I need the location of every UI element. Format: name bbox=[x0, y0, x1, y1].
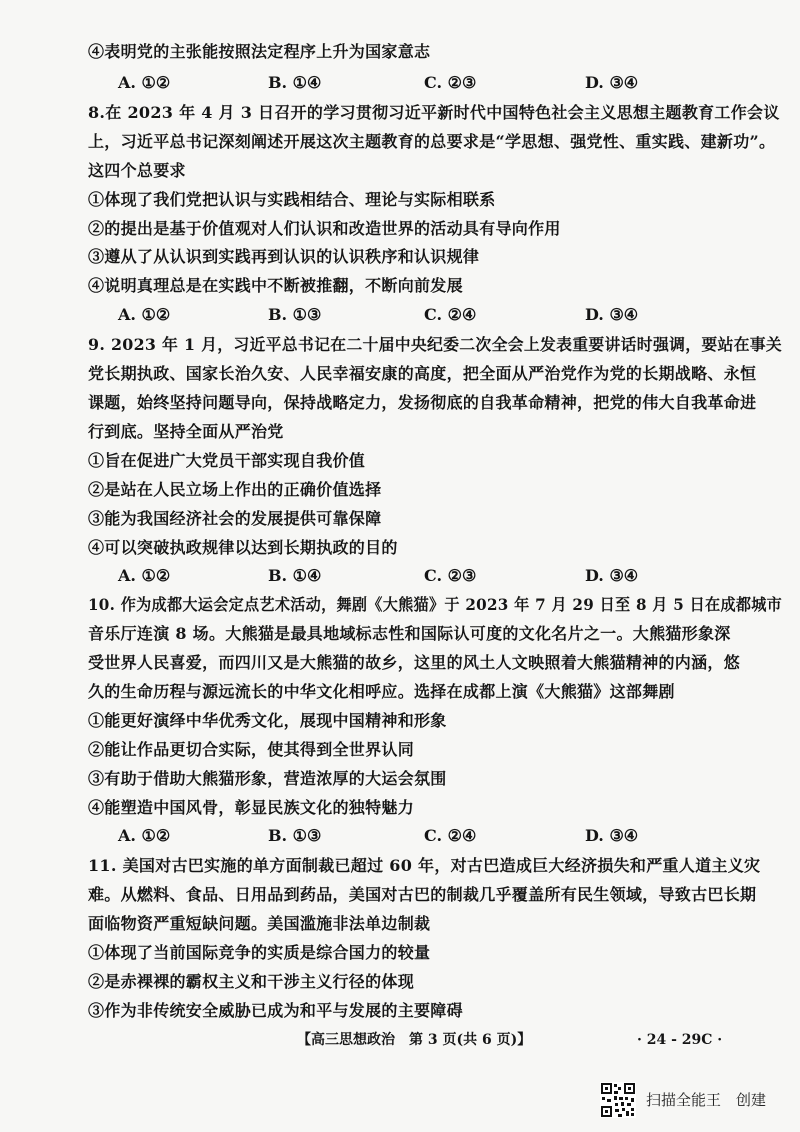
q11-statement-3: ③作为非传统安全威胁已成为和平与发展的主要障碍 bbox=[88, 1001, 463, 1020]
q11-statement-1: ①体现了当前国际竞争的实质是综合国力的较量 bbox=[88, 943, 431, 962]
q10-stem-line-4: 久的生命历程与源远流长的中华文化相呼应。选择在成都上演《大熊猫》这部舞剧 bbox=[88, 682, 675, 701]
option-a: A. ①② bbox=[118, 73, 171, 92]
option-d: D. ③④ bbox=[585, 73, 639, 92]
q9-stem-line-1: 9. 2023 年 1 月，习近平总书记在二十届中央纪委二次全会上发表重要讲话时强调，要站在事关 bbox=[88, 335, 783, 354]
q11-stem-line-1: 11. 美国对古巴实施的单方面制裁已超过 60 年，对古巴造成巨大经济损失和严重人道主义灾 bbox=[88, 856, 761, 875]
option-b: B. ①④ bbox=[268, 566, 322, 585]
option-c: C. ②④ bbox=[424, 826, 477, 845]
option-a: A. ①② bbox=[118, 826, 171, 845]
option-d: D. ③④ bbox=[585, 305, 639, 324]
option-d: D. ③④ bbox=[585, 566, 639, 585]
q8-stem-line-3: 这四个总要求 bbox=[88, 161, 186, 180]
option-a: A. ①② bbox=[118, 566, 171, 585]
q8-stem-line-1: 8.在 2023 年 4 月 3 日召开的学习贯彻习近平新时代中国特色社会主义思想主题教育工作会议 bbox=[88, 103, 780, 122]
qr-code-icon bbox=[600, 1082, 636, 1118]
page-footer-subject: 【高三思想政治 第 3 页(共 6 页)】 bbox=[297, 1032, 532, 1048]
q9-statement-3: ③能为我国经济社会的发展提供可靠保障 bbox=[88, 509, 382, 528]
q8-stem-line-2: 上，习近平总书记深刻阐述开展这次主题教育的总要求是“学思想、强党性、重实践、建新功”。 bbox=[88, 132, 776, 151]
q10-statement-1: ①能更好演绎中华优秀文化，展现中国精神和形象 bbox=[88, 711, 447, 730]
q10-statement-2: ②能让作品更切合实际，使其得到全世界认同 bbox=[88, 740, 415, 759]
q11-statement-2: ②是赤裸裸的霸权主义和干涉主义行径的体现 bbox=[88, 972, 415, 991]
q9-stem-line-4: 行到底。坚持全面从严治党 bbox=[88, 422, 284, 441]
q10-stem-line-2: 音乐厅连演 8 场。大熊猫是最具地域标志性和国际认可度的文化名片之一。大熊猫形象深 bbox=[88, 624, 731, 643]
q10-stem-line-1: 10. 作为成都大运会定点艺术活动，舞剧《大熊猫》于 2023 年 7 月 29 日至 8 月 5 日在成都城市 bbox=[88, 595, 783, 614]
q10-statement-4: ④能塑造中国风骨，彰显民族文化的独特魅力 bbox=[88, 798, 415, 817]
option-c: C. ②③ bbox=[424, 566, 477, 585]
q8-statement-2: ②的提出是基于价值观对人们认识和改造世界的活动具有导向作用 bbox=[88, 219, 561, 238]
q8-statement-1: ①体现了我们党把认识与实践相结合、理论与实际相联系 bbox=[88, 190, 496, 209]
option-c: C. ②③ bbox=[424, 73, 477, 92]
q9-stem-line-2: 党长期执政、国家长治久安、人民幸福安康的高度，把全面从严治党作为党的长期战略、永恒 bbox=[88, 364, 757, 383]
q10-statement-3: ③有助于借助大熊猫形象，营造浓厚的大运会氛围 bbox=[88, 769, 447, 788]
q9-statement-1: ①旨在促进广大党员干部实现自我价值 bbox=[88, 451, 366, 470]
q9-statement-4: ④可以突破执政规律以达到长期执政的目的 bbox=[88, 538, 398, 557]
q7-statement-4: ④表明党的主张能按照法定程序上升为国家意志 bbox=[88, 42, 431, 61]
q9-statement-2: ②是站在人民立场上作出的正确价值选择 bbox=[88, 480, 382, 499]
q9-stem-line-3: 课题，始终坚持问题导向，保持战略定力，发扬彻底的自我革命精神，把党的伟大自我革命进 bbox=[88, 393, 757, 412]
option-b: B. ①③ bbox=[268, 826, 322, 845]
q10-stem-line-3: 受世界人民喜爱，而四川又是大熊猫的故乡，这里的风土人文映照着大熊猫精神的内涵，悠 bbox=[88, 653, 741, 672]
q11-stem-line-2: 难。从燃料、食品、日用品到药品，美国对古巴的制裁几乎覆盖所有民生领域，导致古巴长期 bbox=[88, 885, 757, 904]
q11-stem-line-3: 面临物资严重短缺问题。美国滥施非法单边制裁 bbox=[88, 914, 431, 933]
option-d: D. ③④ bbox=[585, 826, 639, 845]
q8-statement-4: ④说明真理总是在实践中不断被推翻，不断向前发展 bbox=[88, 276, 463, 295]
option-a: A. ①② bbox=[118, 305, 171, 324]
page-footer-code: · 24 - 29C · bbox=[637, 1032, 723, 1048]
option-c: C. ②④ bbox=[424, 305, 477, 324]
scanner-watermark-text: 扫描全能王 创建 bbox=[646, 1091, 767, 1109]
option-b: B. ①④ bbox=[268, 73, 322, 92]
option-b: B. ①③ bbox=[268, 305, 322, 324]
q8-statement-3: ③遵从了从认识到实践再到认识的认识秩序和认识规律 bbox=[88, 247, 480, 266]
